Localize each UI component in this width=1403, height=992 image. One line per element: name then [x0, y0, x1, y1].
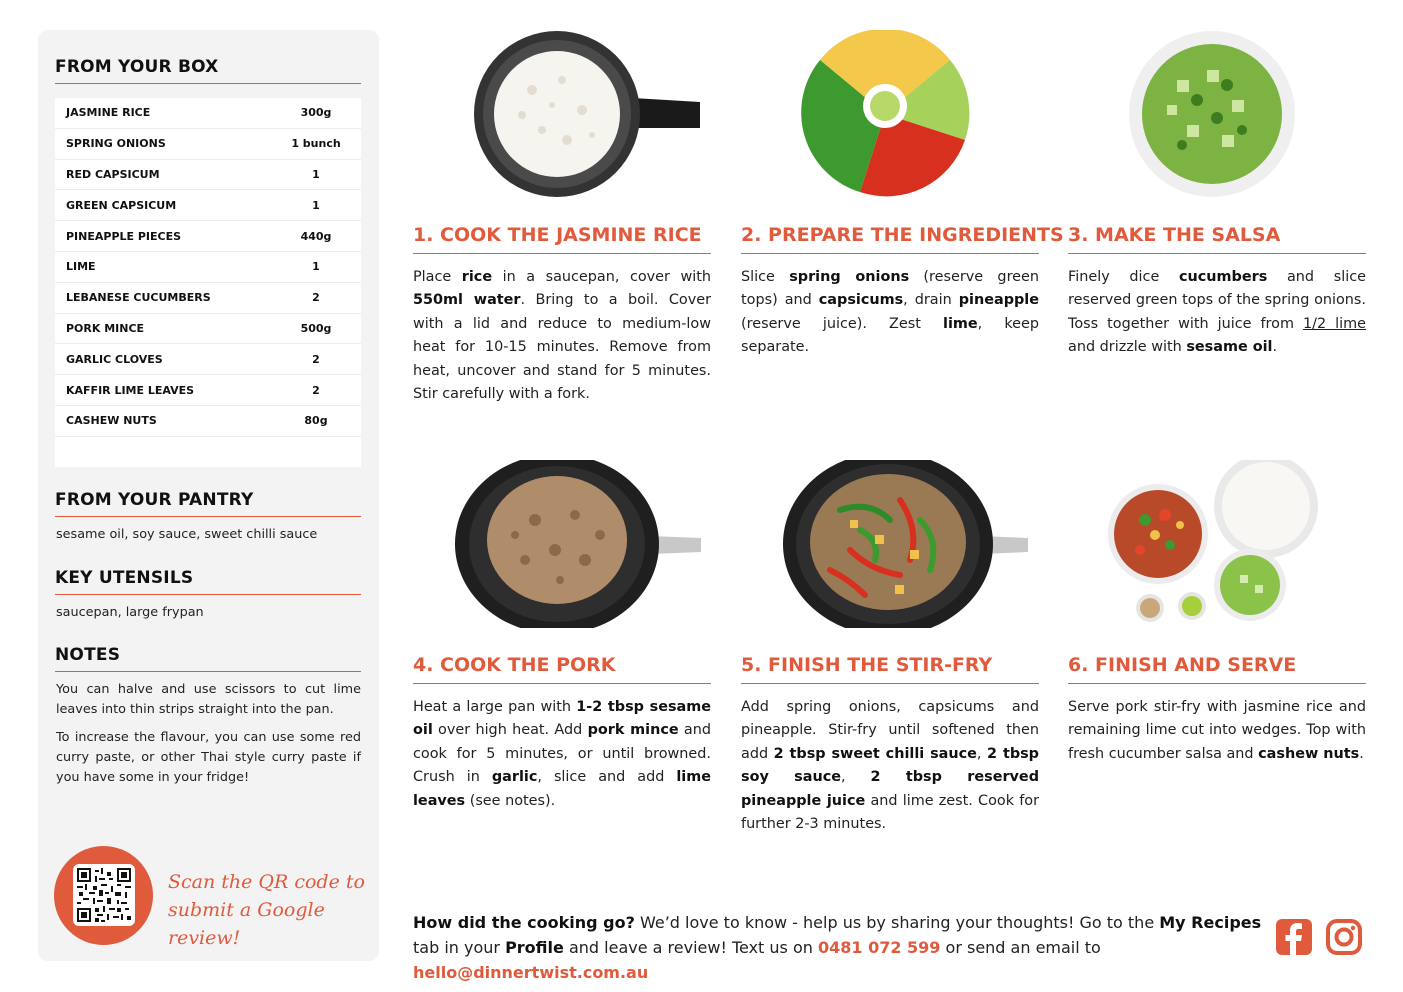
ingredient-name: GARLIC CLOVES [66, 352, 163, 366]
bold-text: cucumbers [1179, 269, 1268, 285]
ingredient-name: PINEAPPLE PIECES [66, 229, 182, 243]
qr-caption-line2: submit a Google review! [168, 899, 325, 949]
ingredients-table [55, 98, 361, 467]
step-3-body [1068, 266, 1366, 360]
step-2-title: 2. PREPARE THE INGREDIENTS [741, 224, 1039, 254]
table-row [55, 344, 361, 375]
qr-code-icon [77, 868, 131, 922]
ingredient-name: LEBANESE CUCUMBERS [66, 291, 211, 305]
finished-dish-bowls-image [1100, 460, 1330, 628]
ingredient-name: GREEN CAPSICUM [66, 198, 177, 212]
email-link[interactable]: hello@dinnertwist.com.au [413, 963, 649, 982]
profile-text: Profile [505, 938, 564, 957]
note-2: To increase the flavour, you can use some red curry paste, or other Thai style curry paste if you have some in your fridge! [56, 730, 361, 785]
table-row [55, 375, 361, 406]
table-row [55, 314, 361, 345]
notes-title: NOTES [55, 645, 361, 672]
step-4-title: 4. COOK THE PORK [413, 654, 711, 684]
step-5-title: 5. FINISH THE STIR-FRY [741, 654, 1039, 684]
text: Finely dice [1068, 269, 1179, 285]
text: . [1272, 339, 1278, 356]
from-your-pantry-title: FROM YOUR PANTRY [55, 490, 361, 517]
text: Heat a large pan with [413, 699, 577, 715]
notes-text [56, 680, 361, 796]
text: We’d love to know - help us by sharing your thoughts! Go to the [634, 913, 1160, 932]
prepared-ingredients-image [800, 30, 970, 198]
bold-text: 550ml water [413, 292, 521, 309]
text: (reserve juice). Zest [741, 315, 944, 332]
ingredient-name: SPRING ONIONS [66, 137, 166, 151]
utensils-text: saucepan, large frypan [56, 605, 204, 620]
text: . [1359, 745, 1364, 762]
ingredient-qty: 440g [300, 229, 332, 243]
text: , [841, 769, 871, 786]
table-row [55, 252, 361, 283]
table-row [55, 283, 361, 314]
step-2-body [741, 266, 1039, 360]
bold-text: 1-2 tbsp sesame oil [413, 699, 711, 739]
step-3-title: 3. MAKE THE SALSA [1068, 224, 1366, 254]
ingredient-qty: 1 bunch [291, 137, 341, 151]
table-row [55, 406, 361, 437]
table-row [55, 129, 361, 160]
text: , slice and add [537, 769, 677, 786]
bold-text: garlic [491, 769, 538, 786]
text: tab in your [413, 938, 506, 957]
text: and lime zest. Cook for further 2-3 minutes. [741, 792, 1039, 833]
text: Serve pork stir-fry with jasmine rice and remaining lime cut into wedges. Top with fresh cucumber salsa and [1068, 699, 1366, 762]
my-recipes-text: My Recipes [1159, 913, 1262, 932]
ingredient-name: CASHEW NUTS [66, 414, 157, 428]
ingredient-name: JASMINE RICE [66, 106, 151, 120]
bold-text: 2 tbsp soy sauce [741, 745, 1039, 786]
ingredient-qty: 500g [300, 321, 332, 335]
feedback-footer [413, 910, 1263, 985]
table-row [55, 160, 361, 191]
key-utensils-title: KEY UTENSILS [55, 568, 361, 595]
from-your-box-title: FROM YOUR BOX [55, 57, 361, 84]
qr-caption [168, 868, 368, 952]
text: (reserve green tops) and [741, 269, 1039, 309]
text: and cook for 5 minutes, or until browned. Crush in [413, 722, 711, 786]
text: Place [413, 269, 462, 285]
sidebar [38, 30, 379, 961]
step-1-title: 1. COOK THE JASMINE RICE [413, 224, 711, 254]
phone-number-link[interactable]: 0481 072 599 [817, 938, 941, 957]
step-6-title: 6. FINISH AND SERVE [1068, 654, 1366, 684]
table-row [55, 98, 361, 129]
bold-text: sesame oil [1186, 339, 1273, 356]
text: , drain [903, 292, 959, 309]
bold-text: pork mince [587, 722, 679, 739]
bold-text: spring onions [789, 269, 910, 285]
bold-text: pineapple [958, 292, 1039, 309]
table-row [55, 190, 361, 221]
step-6-body [1068, 696, 1366, 766]
ingredient-qty: 2 [312, 383, 320, 397]
stir-fry-pan-image [780, 460, 1030, 628]
bold-text: 2 tbsp sweet chilli sauce [773, 745, 977, 762]
pork-mince-pan-image [455, 460, 705, 628]
note-1: You can halve and use scissors to cut lime leaves into thin strips straight into the pan. [56, 682, 361, 717]
ingredient-qty: 1 [312, 198, 320, 212]
underlined-text: 1/2 lime [1302, 315, 1366, 332]
text: and drizzle with [1068, 339, 1187, 356]
bold-text: 2 tbsp reserved pineapple juice [741, 769, 1039, 809]
text: over high heat. Add [432, 722, 588, 739]
bold-text: lime leaves [413, 769, 711, 809]
text: (see notes). [465, 792, 556, 809]
bold-text: lime [943, 315, 978, 332]
qr-code-badge[interactable] [54, 846, 153, 945]
footer-question: How did the cooking go? [413, 913, 635, 932]
pantry-text: sesame oil, soy sauce, sweet chilli sauce [56, 527, 318, 542]
text: and leave a review! Text us on [563, 938, 818, 957]
text: in a saucepan, cover with [492, 269, 711, 285]
text: , keep separate. [741, 315, 1040, 356]
ingredient-name: RED CAPSICUM [66, 167, 160, 181]
bold-text: capsicums [818, 292, 904, 309]
table-row [55, 221, 361, 252]
facebook-icon[interactable] [1275, 918, 1313, 956]
bold-text: rice [461, 269, 493, 285]
cucumber-salsa-image [1127, 30, 1297, 198]
text: and slice reserved green tops of the spring onions. Toss together with juice from [1068, 269, 1366, 332]
text: . Bring to a boil. Cover with a lid and reduce to medium-low heat for 10-15 minutes. Remove from heat, uncover and stand for 5 minutes. Stir carefully with a fork. [413, 292, 711, 403]
ingredient-qty: 1 [312, 260, 320, 274]
text: Slice [741, 269, 790, 285]
ingredient-name: PORK MINCE [66, 321, 145, 335]
ingredient-qty: 300g [300, 106, 332, 120]
ingredient-qty: 1 [312, 167, 320, 181]
ingredient-qty: 2 [312, 291, 320, 305]
step-5-body [741, 696, 1039, 836]
cooked-rice-pot-image [472, 30, 704, 198]
ingredient-qty: 80g [304, 414, 328, 428]
qr-code [73, 864, 135, 926]
ingredient-name: LIME [66, 260, 96, 274]
text: or send an email to [940, 938, 1101, 957]
qr-caption-line1: Scan the QR code to [168, 871, 365, 893]
bold-text: cashew nuts [1258, 745, 1360, 762]
step-1-body [413, 266, 711, 406]
instagram-icon[interactable] [1325, 918, 1363, 956]
ingredient-name: KAFFIR LIME LEAVES [66, 383, 195, 397]
text: Add spring onions, capsicums and pineapple. Stir-fry until softened then add [741, 699, 1039, 762]
ingredient-qty: 2 [312, 352, 320, 366]
text: , [976, 745, 987, 762]
step-4-body [413, 696, 711, 813]
